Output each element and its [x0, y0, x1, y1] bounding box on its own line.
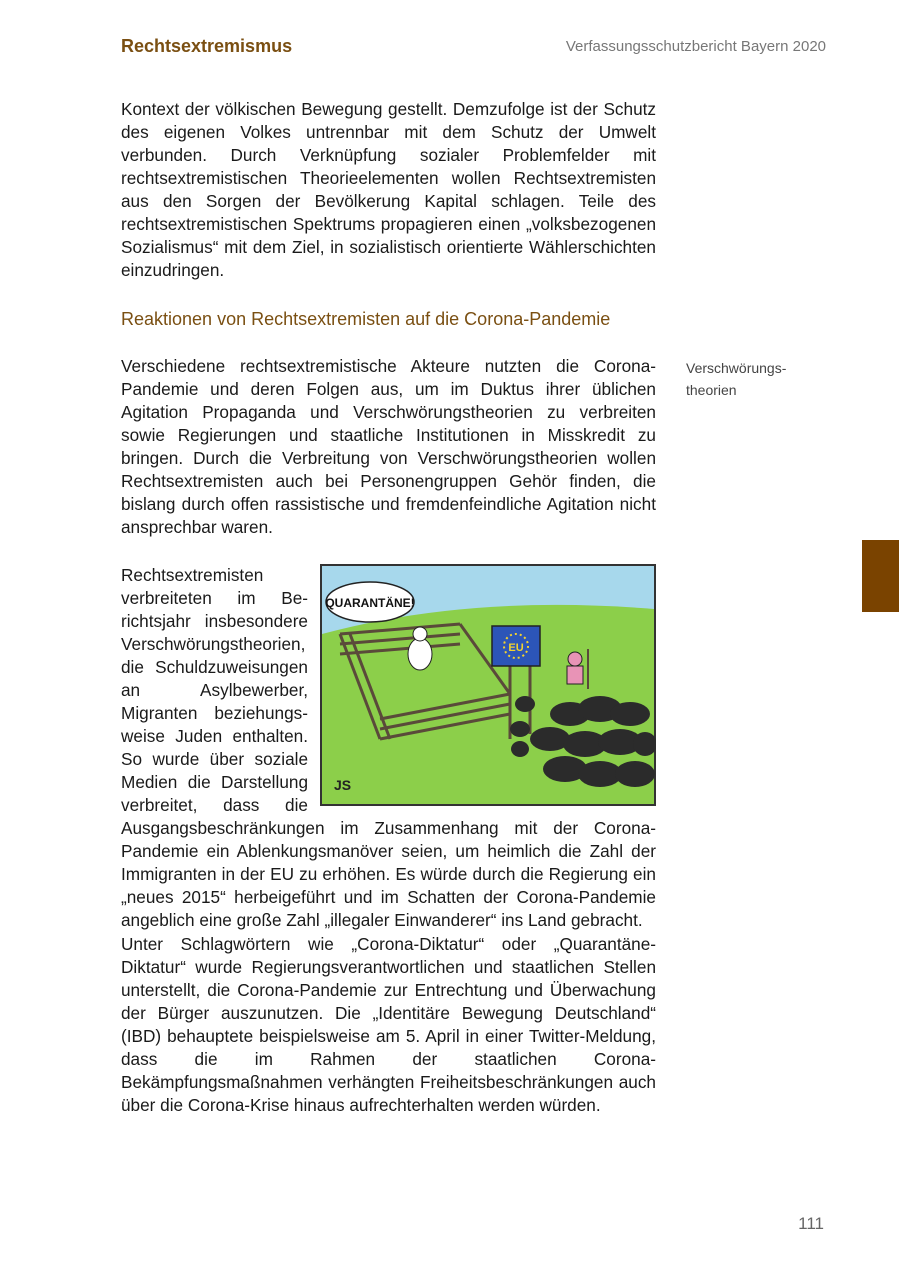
section-heading: Reaktionen von Rechtsextremisten auf die Corona-Pandemie	[121, 309, 611, 329]
cartoon-figure	[320, 564, 656, 806]
paragraph-corona-intro: Verschiedene rechtsextremistische Akteure nutzten die Corona-Pandemie und deren Folgen aus, um im Duktus ihrer üblichen Agitation Propaganda und Verschwörungstheorien zu verbreiten sowie Regierungen und staatliche Institutionen in Misskredit zu bringen. Durch die Verbreitung von Verschwörungstheorien wollen Rechtsextremisten auch bei Personengruppen Gehör finden, die bislang durch offen rassistische und fremdenfeindliche Agitation nicht ansprechbar waren.	[121, 356, 656, 537]
cartoon-signature: JS	[334, 777, 352, 793]
section-title: Rechtsextremismus	[121, 36, 293, 56]
paragraph-conspiracy: Rechtsextremisten verbreiteten im Berichtsjahr insbesondere Verschwörungstheorien, die Schuldzuweisungen an Asylbewerber, Migranten beziehungsweise Juden enthalten. So wurde über soziale Medien die Darstellung verbreitet, dass die Ausgangsbeschränkungen im Zusammenhang mit der Corona-Pandemie ein Ablenkungsmanöver seien, um heimlich die Zahl der Immigranten in der EU zu erhöhen. Es würde durch die Regierung ein „neues 2015“ herbeigeführt und im Schatten der Corona-Pandemie angeblich eine große Zahl „illegaler Einwanderer“ ins Land gebracht.	[121, 565, 656, 930]
margin-note: Verschwörungstheorien	[686, 360, 787, 398]
cartoon-shepherd	[568, 652, 582, 666]
paragraph-conspiracy-block	[121, 564, 656, 932]
speech-bubble-text: QUARANTÄNE!	[325, 596, 415, 610]
page-number: 111	[798, 1214, 824, 1233]
eu-flag-label: EU	[508, 642, 524, 654]
paragraph-intro: Kontext der völkischen Bewegung gestellt. Demzufolge ist der Schutz des eigenen Volkes untrennbar mit dem Schutz der Umwelt verbunden. Durch Verknüpfung sozialer Problemfelder mit rechtsextremistischen Theorieelementen wollen Rechtsextremisten aus den Sorgen der Bevölkerung Kapital schlagen. Teile des rechtsextremistischen Spektrums propagieren einen „volksbezogenen Sozialismus“ mit dem Ziel, in sozialistisch orientierte Wählerschichten einzudringen.	[121, 99, 656, 280]
chapter-tab-marker	[862, 540, 899, 612]
publication-title: Verfassungsschutzbericht Bayern 2020	[565, 38, 826, 55]
cartoon-figure-white	[408, 638, 432, 670]
cartoon-illustration	[320, 564, 656, 806]
cartoon-shepherd-body	[567, 666, 583, 684]
paragraph-dictatorship: Unter Schlagwörtern wie „Corona-Diktatur“ oder „Quarantäne-Diktatur“ wurde Regierungsverantwortlichen und staatlichen Stellen unterstellt, die Corona-Pandemie zur Entrechtung und Überwachung der Bürger auszunutzen. Die „Identitäre Bewegung Deutschland“ (IBD) behauptete beispielsweise am 5. April in einer Twitter-Meldung, dass die im Rahmen der staatlichen Corona-Bekämpfungsmaßnahmen verhängten Freiheitsbeschränkungen auch über die Corona-Krise hinaus aufrechterhalten werden würden.	[121, 934, 656, 1115]
cartoon-figure-head	[413, 627, 427, 641]
